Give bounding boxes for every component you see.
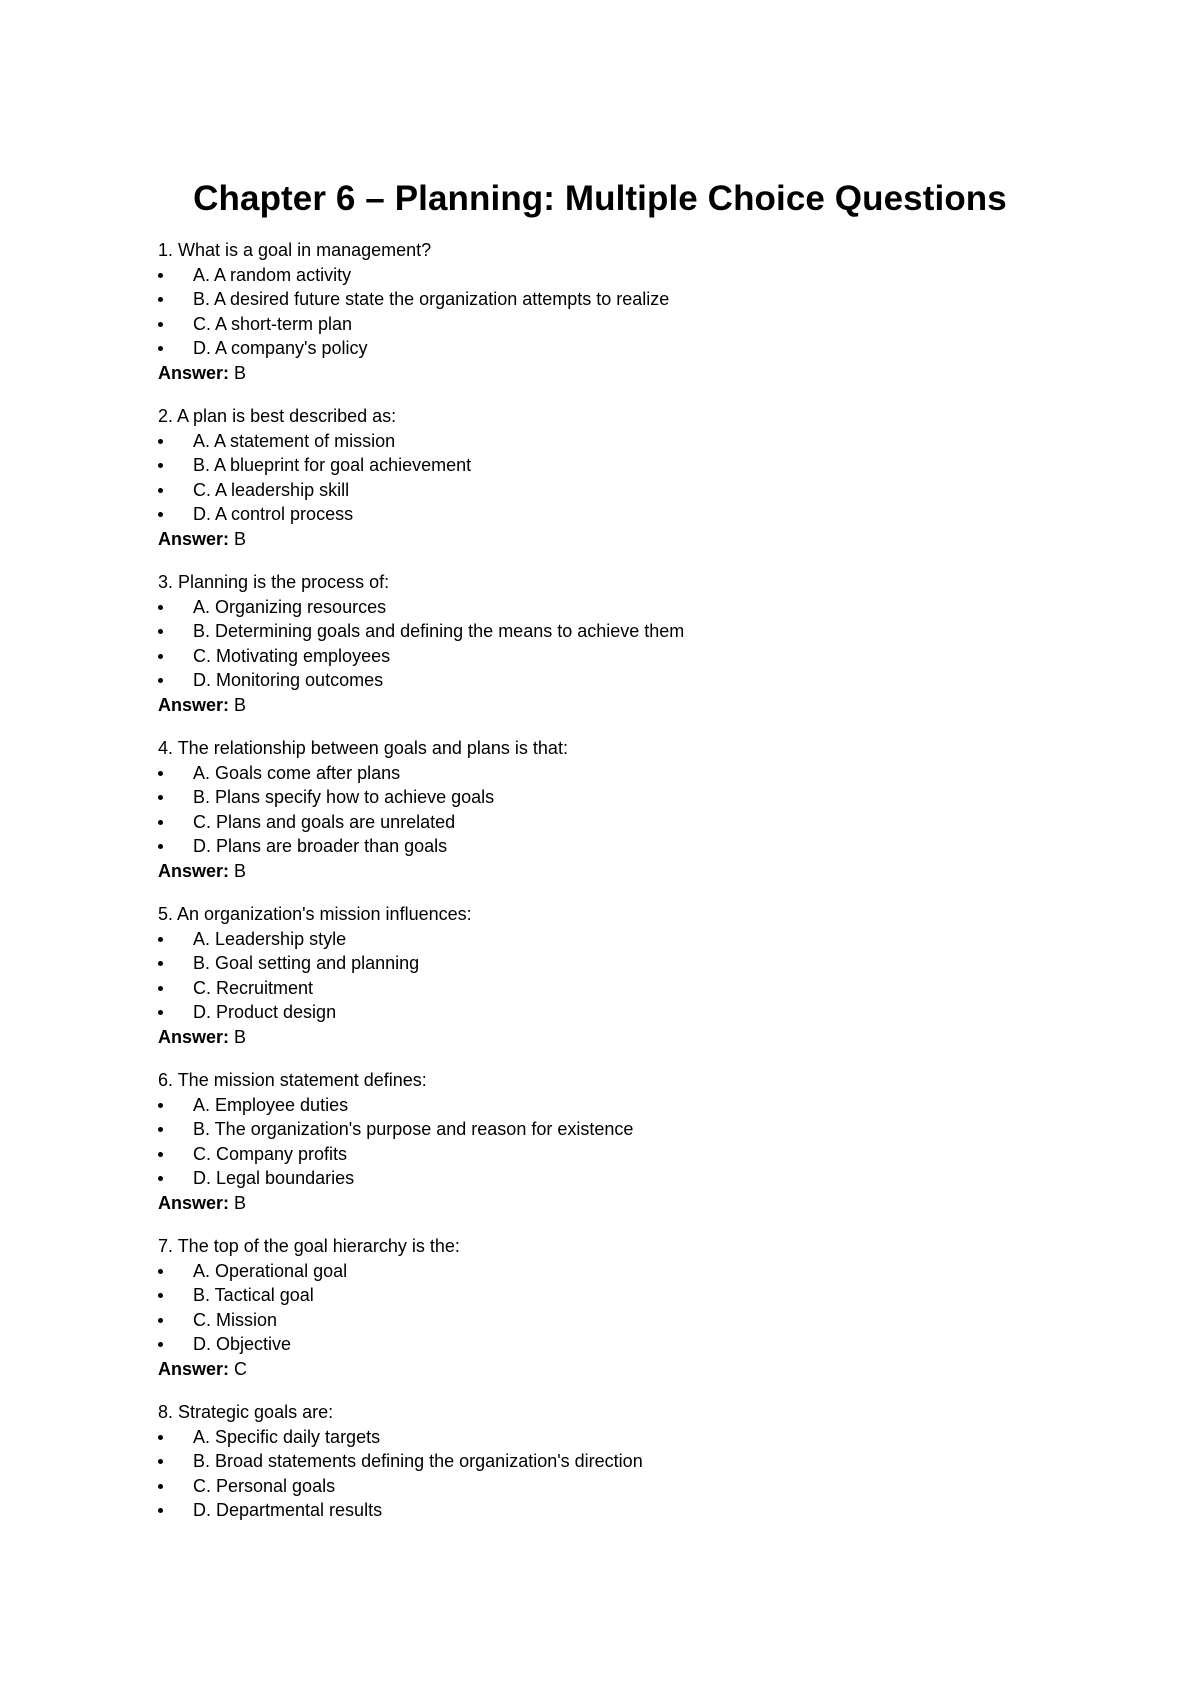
option-text: A. Specific daily targets bbox=[193, 1426, 381, 1447]
option-text: B. A blueprint for goal achievement bbox=[193, 455, 472, 475]
option-text: C. Motivating employees bbox=[193, 645, 391, 666]
option-text: B. The organization's purpose and reason for existence bbox=[193, 1119, 634, 1139]
option-c bbox=[158, 1474, 1058, 1499]
option-text: A. Employee duties bbox=[193, 1094, 349, 1115]
bullet-icon bbox=[158, 986, 163, 991]
answer-label: Answer: bbox=[158, 1192, 230, 1213]
bullet-icon bbox=[158, 844, 163, 849]
bullet-icon bbox=[158, 512, 163, 517]
bullet-icon bbox=[158, 1269, 163, 1274]
option-text: C. Plans and goals are unrelated bbox=[193, 811, 456, 832]
option-text: A. A random activity bbox=[193, 264, 352, 285]
option-list bbox=[158, 761, 1058, 859]
option-text: C. Personal goals bbox=[193, 1475, 336, 1496]
option-c bbox=[158, 1142, 1058, 1167]
bullet-icon bbox=[158, 654, 163, 659]
answer-line bbox=[158, 1191, 1058, 1216]
question-prompt: 6. The mission statement defines: bbox=[158, 1070, 427, 1090]
bullet-icon bbox=[158, 1127, 163, 1132]
bullet-icon bbox=[158, 1484, 163, 1489]
question-1 bbox=[158, 238, 1058, 385]
option-b bbox=[158, 1449, 1058, 1474]
bullet-icon bbox=[158, 1293, 163, 1298]
answer-label: Answer: bbox=[158, 860, 230, 881]
answer-line bbox=[158, 859, 1058, 884]
option-text: D. Legal boundaries bbox=[193, 1168, 355, 1188]
bullet-icon bbox=[158, 605, 163, 610]
question-4 bbox=[158, 736, 1058, 883]
bullet-icon bbox=[158, 678, 163, 683]
bullet-icon bbox=[158, 1342, 163, 1347]
bullet-icon bbox=[158, 1459, 163, 1464]
answer-value: B bbox=[234, 1026, 247, 1047]
bullet-icon bbox=[158, 795, 163, 800]
option-d bbox=[158, 336, 1058, 361]
option-b bbox=[158, 1117, 1058, 1142]
option-list bbox=[158, 429, 1058, 527]
answer-label: Answer: bbox=[158, 528, 230, 549]
option-text: D. Objective bbox=[193, 1334, 292, 1354]
option-list bbox=[158, 1093, 1058, 1191]
bullet-icon bbox=[158, 1318, 163, 1323]
option-d bbox=[158, 1000, 1058, 1025]
option-b bbox=[158, 1283, 1058, 1308]
question-prompt: 8. Strategic goals are: bbox=[158, 1402, 334, 1422]
option-text: B. Goal setting and planning bbox=[193, 953, 420, 973]
answer-line bbox=[158, 693, 1058, 718]
option-b bbox=[158, 951, 1058, 976]
option-text: C. Mission bbox=[193, 1309, 278, 1330]
option-text: D. Departmental results bbox=[193, 1500, 383, 1520]
bullet-icon bbox=[158, 1176, 163, 1181]
option-text: B. Plans specify how to achieve goals bbox=[193, 787, 495, 807]
bullet-icon bbox=[158, 439, 163, 444]
option-c bbox=[158, 1308, 1058, 1333]
bullet-icon bbox=[158, 1508, 163, 1513]
bullet-icon bbox=[158, 273, 163, 278]
question-list bbox=[158, 238, 1058, 1542]
bullet-icon bbox=[158, 1010, 163, 1015]
answer-line bbox=[158, 527, 1058, 552]
option-text: D. Product design bbox=[193, 1002, 337, 1022]
option-text: C. Company profits bbox=[193, 1143, 348, 1164]
option-text: D. Plans are broader than goals bbox=[193, 836, 448, 856]
bullet-icon bbox=[158, 1435, 163, 1440]
bullet-icon bbox=[158, 1152, 163, 1157]
answer-label: Answer: bbox=[158, 694, 230, 715]
answer-label: Answer: bbox=[158, 1026, 230, 1047]
bullet-icon bbox=[158, 961, 163, 966]
option-b bbox=[158, 785, 1058, 810]
page-title: Chapter 6 – Planning: Multiple Choice Questions bbox=[193, 179, 1007, 219]
bullet-icon bbox=[158, 771, 163, 776]
bullet-icon bbox=[158, 346, 163, 351]
option-list bbox=[158, 595, 1058, 693]
bullet-icon bbox=[158, 322, 163, 327]
answer-value: B bbox=[234, 1192, 247, 1213]
question-3 bbox=[158, 570, 1058, 717]
option-text: D. A company's policy bbox=[193, 338, 368, 358]
option-text: A. Goals come after plans bbox=[193, 762, 401, 783]
answer-line bbox=[158, 1025, 1058, 1050]
bullet-icon bbox=[158, 937, 163, 942]
option-c bbox=[158, 312, 1058, 337]
question-8 bbox=[158, 1400, 1058, 1523]
option-text: A. A statement of mission bbox=[193, 430, 396, 451]
option-d bbox=[158, 1498, 1058, 1523]
option-c bbox=[158, 810, 1058, 835]
option-d bbox=[158, 1166, 1058, 1191]
option-text: C. Recruitment bbox=[193, 977, 314, 998]
option-b bbox=[158, 287, 1058, 312]
option-a bbox=[158, 927, 1058, 952]
option-a bbox=[158, 1093, 1058, 1118]
bullet-icon bbox=[158, 297, 163, 302]
question-6 bbox=[158, 1068, 1058, 1215]
question-prompt: 7. The top of the goal hierarchy is the: bbox=[158, 1236, 460, 1256]
question-prompt: 2. A plan is best described as: bbox=[158, 406, 397, 426]
option-a bbox=[158, 1259, 1058, 1284]
option-b bbox=[158, 453, 1058, 478]
option-d bbox=[158, 1332, 1058, 1357]
question-2 bbox=[158, 404, 1058, 551]
bullet-icon bbox=[158, 1103, 163, 1108]
answer-value: B bbox=[234, 528, 247, 549]
question-prompt: 3. Planning is the process of: bbox=[158, 572, 390, 592]
option-text: B. A desired future state the organization attempts to realize bbox=[193, 289, 670, 309]
answer-value: C bbox=[234, 1358, 248, 1379]
option-text: D. Monitoring outcomes bbox=[193, 670, 384, 690]
option-list bbox=[158, 1259, 1058, 1357]
answer-line bbox=[158, 361, 1058, 386]
option-c bbox=[158, 976, 1058, 1001]
question-prompt: 1. What is a goal in management? bbox=[158, 240, 432, 260]
option-text: B. Tactical goal bbox=[193, 1285, 314, 1305]
option-a bbox=[158, 761, 1058, 786]
option-text: C. A leadership skill bbox=[193, 479, 350, 500]
question-prompt: 5. An organization's mission influences: bbox=[158, 904, 472, 924]
answer-label: Answer: bbox=[158, 362, 230, 383]
option-c bbox=[158, 478, 1058, 503]
option-text: A. Organizing resources bbox=[193, 596, 387, 617]
option-c bbox=[158, 644, 1058, 669]
option-text: D. A control process bbox=[193, 504, 354, 524]
question-7 bbox=[158, 1234, 1058, 1381]
option-list bbox=[158, 263, 1058, 361]
answer-line bbox=[158, 1357, 1058, 1382]
answer-value: B bbox=[234, 860, 247, 881]
bullet-icon bbox=[158, 463, 163, 468]
bullet-icon bbox=[158, 820, 163, 825]
option-list bbox=[158, 927, 1058, 1025]
option-a bbox=[158, 1425, 1058, 1450]
option-d bbox=[158, 502, 1058, 527]
answer-value: B bbox=[234, 362, 247, 383]
option-a bbox=[158, 429, 1058, 454]
option-a bbox=[158, 595, 1058, 620]
option-list bbox=[158, 1425, 1058, 1523]
option-text: A. Operational goal bbox=[193, 1260, 348, 1281]
option-d bbox=[158, 834, 1058, 859]
option-text: C. A short-term plan bbox=[193, 313, 353, 334]
option-d bbox=[158, 668, 1058, 693]
option-text: B. Broad statements defining the organization's direction bbox=[193, 1451, 643, 1471]
answer-label: Answer: bbox=[158, 1358, 230, 1379]
option-b bbox=[158, 619, 1058, 644]
bullet-icon bbox=[158, 629, 163, 634]
bullet-icon bbox=[158, 488, 163, 493]
option-text: B. Determining goals and defining the means to achieve them bbox=[193, 621, 685, 641]
answer-value: B bbox=[234, 694, 247, 715]
question-5 bbox=[158, 902, 1058, 1049]
option-text: A. Leadership style bbox=[193, 928, 347, 949]
option-a bbox=[158, 263, 1058, 288]
question-prompt: 4. The relationship between goals and plans is that: bbox=[158, 738, 568, 758]
